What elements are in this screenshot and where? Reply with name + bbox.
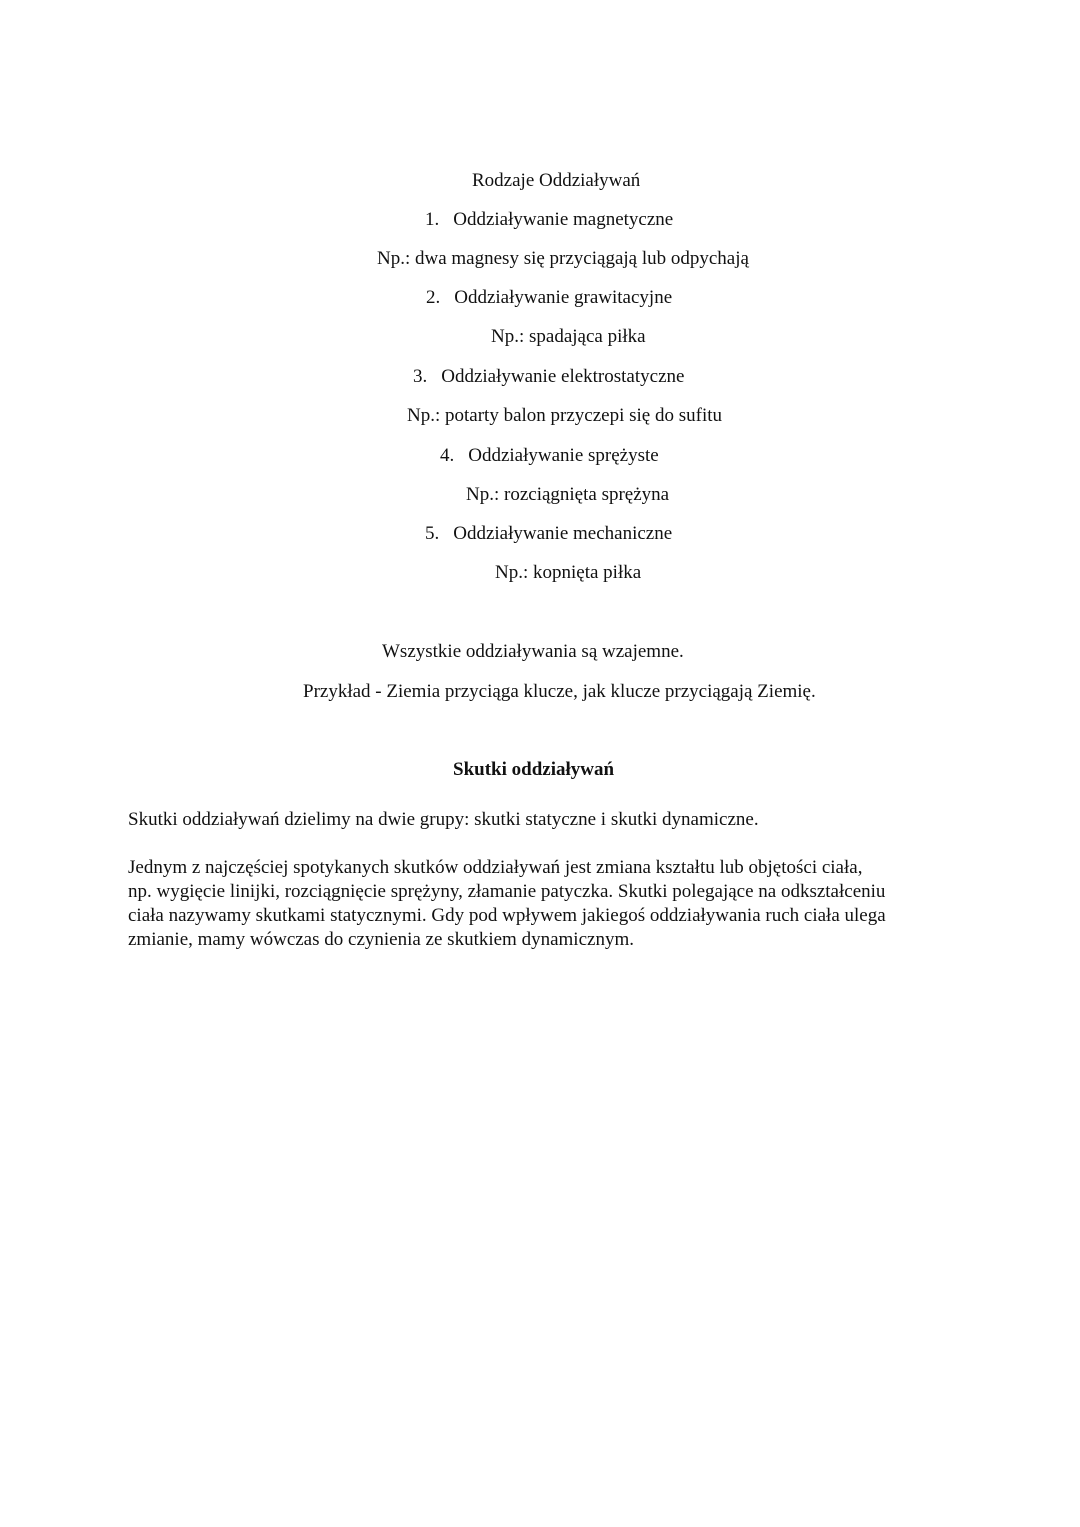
- interaction-item-1: [425, 208, 673, 232]
- interaction-example-5: Np.: kopnięta piłka: [495, 562, 642, 583]
- item-number: 3.: [413, 366, 428, 387]
- item-name: Oddziaływanie magnetyczne: [453, 209, 674, 230]
- item-name: Oddziaływanie sprężyste: [468, 445, 659, 466]
- item-name: Oddziaływanie elektrostatyczne: [441, 366, 685, 387]
- item-number: 5.: [425, 523, 440, 544]
- interaction-example-3: Np.: potarty balon przyczepi się do sufitu: [407, 405, 723, 426]
- paragraph-line: ciała nazywamy skutkami statycznymi. Gdy pod wpływem jakiegoś oddziaływania ruch ciała ulega: [128, 905, 886, 926]
- effects-intro: Skutki oddziaływań dzielimy na dwie grupy: skutki statyczne i skutki dynamiczne.: [128, 809, 759, 830]
- interaction-item-5: [425, 522, 672, 546]
- item-number: 1.: [425, 209, 440, 230]
- paragraph-line: zmianie, mamy wówczas do czynienia ze skutkiem dynamicznym.: [128, 929, 634, 950]
- interaction-example-4: Np.: rozciągnięta sprężyna: [466, 484, 670, 505]
- paragraph-line: np. wygięcie linijki, rozciągnięcie sprężyny, złamanie patyczka. Skutki polegające na odkształceniu: [128, 881, 886, 902]
- effects-heading: Skutki oddziaływań: [453, 759, 615, 780]
- interaction-example-2: Np.: spadająca piłka: [491, 326, 646, 347]
- item-number: 2.: [426, 287, 441, 308]
- interaction-item-3: [413, 365, 684, 389]
- effects-paragraph: [128, 856, 886, 952]
- interaction-item-4: [440, 444, 659, 468]
- interaction-item-2: [426, 286, 672, 310]
- mutual-statement: Wszystkie oddziaływania są wzajemne.: [382, 641, 684, 662]
- page-title: Rodzaje Oddziaływań: [472, 170, 641, 191]
- paragraph-line: Jednym z najczęściej spotykanych skutków oddziaływań jest zmiana kształtu lub objętości ciała,: [128, 857, 863, 878]
- item-number: 4.: [440, 445, 455, 466]
- mutual-example: Przykład - Ziemia przyciąga klucze, jak klucze przyciągają Ziemię.: [303, 681, 816, 702]
- interaction-example-1: Np.: dwa magnesy się przyciągają lub odpychają: [377, 248, 749, 269]
- item-name: Oddziaływanie grawitacyjne: [454, 287, 673, 308]
- item-name: Oddziaływanie mechaniczne: [453, 523, 673, 544]
